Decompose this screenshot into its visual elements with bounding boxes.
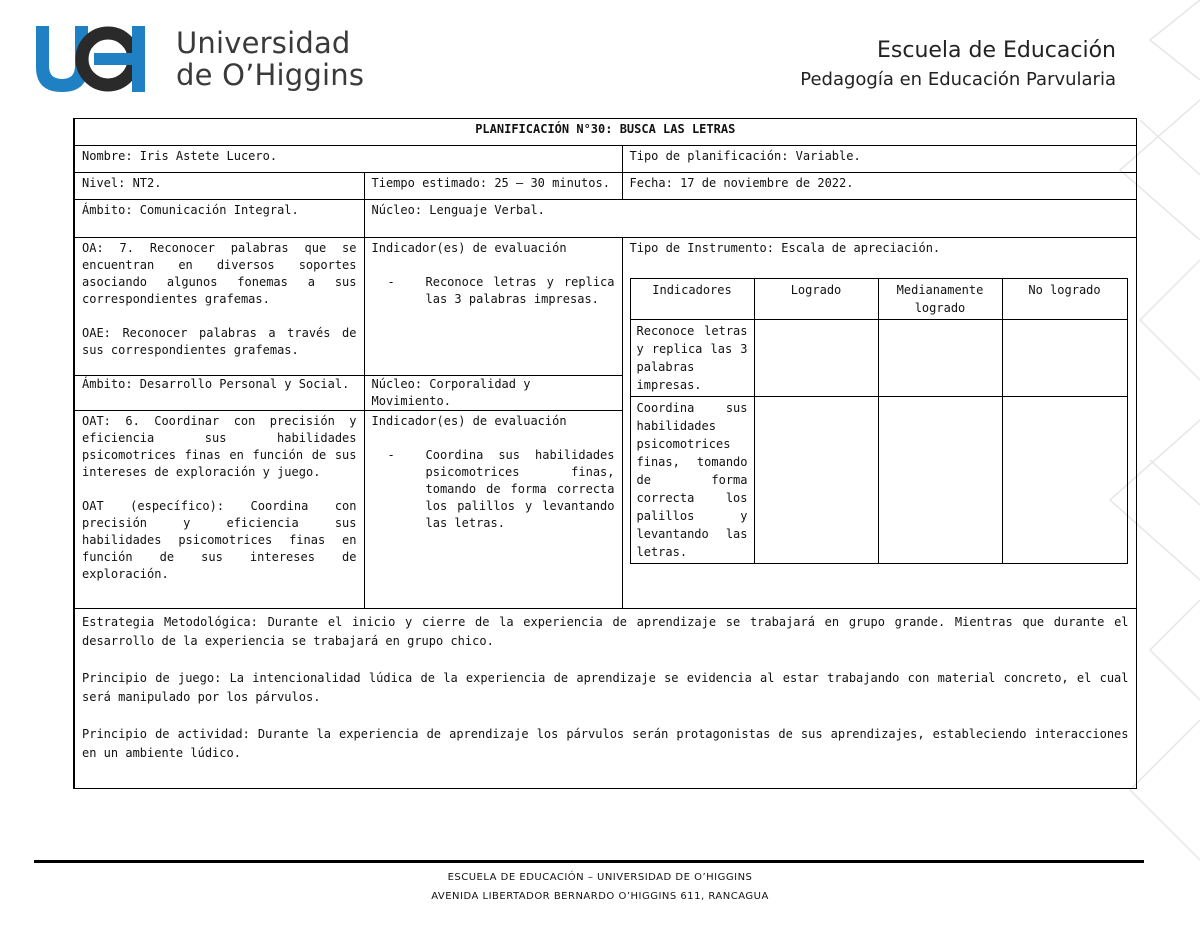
eval-cell bbox=[754, 320, 878, 397]
footer-line-2: AVENIDA LIBERTADOR BERNARDO O’HIGGINS 611, RANCAGUA bbox=[431, 891, 769, 902]
eval-header-achieved: Logrado bbox=[754, 279, 878, 320]
strategy-cell bbox=[74, 609, 1136, 789]
logo-line-2: de O’Higgins bbox=[176, 58, 365, 92]
level: Nivel: NT2. bbox=[74, 173, 364, 200]
oat-text: OAT: 6. Coordinar con precisión y eficiencia sus habilidades psicomotrices finas en función de sus intereses de exploración y juego. bbox=[82, 414, 357, 479]
eval-cell bbox=[1002, 397, 1127, 564]
indicator-label-1: Indicador(es) de evaluación bbox=[371, 241, 567, 255]
dash-marker: - bbox=[387, 448, 395, 462]
nucleo-1: Núcleo: Lenguaje Verbal. bbox=[364, 200, 1136, 238]
play-principle: Principio de juego: La intencionalidad lúdica de la experiencia de aprendizaje se evidencia al estar trabajando con material concreto, el cual será manipulado por los párvulos. bbox=[82, 671, 1129, 704]
school-name: Escuela de Educación bbox=[876, 38, 1116, 63]
oa-cell bbox=[74, 238, 364, 376]
nucleo-2: Núcleo: Corporalidad y Movimiento. bbox=[364, 376, 622, 411]
uoh-logo-icon bbox=[34, 24, 162, 94]
plan-title: PLANIFICACIÓN N°30: BUSCA LAS LETRAS bbox=[74, 119, 1136, 146]
indicator-label-2: Indicador(es) de evaluación bbox=[371, 414, 567, 428]
activity-principle: Principio de actividad: Durante la experiencia de aprendizaje los párvulos serán protagonistas de sus aprendizajes, estableciendo interacciones en un ambiente lúdico. bbox=[82, 727, 1129, 760]
eval-header-partial: Medianamente logrado bbox=[878, 279, 1002, 320]
footer-divider bbox=[34, 860, 1144, 863]
eval-header-not-achieved: No logrado bbox=[1002, 279, 1127, 320]
eval-row-indicator-1: Reconoce letras y replica las 3 palabras impresas. bbox=[630, 320, 754, 397]
eval-cell bbox=[878, 320, 1002, 397]
logo-line-1: Universidad bbox=[176, 26, 351, 60]
date: Fecha: 17 de noviembre de 2022. bbox=[622, 173, 1136, 200]
university-logo bbox=[34, 24, 364, 94]
planning-type: Tipo de planificación: Variable. bbox=[622, 146, 1136, 173]
ambito-2: Ámbito: Desarrollo Personal y Social. bbox=[74, 376, 364, 411]
oat-specific-text: OAT (específico): Coordina con precisión y eficiencia sus habilidades psicomotrices finas en función de sus intereses de exploración. bbox=[82, 499, 357, 581]
indicator-2: Coordina sus habilidades psicomotrices finas, tomando de forma correcta los palillos y levantando las letras. bbox=[425, 448, 615, 530]
ambito-1: Ámbito: Comunicación Integral. bbox=[74, 200, 364, 238]
indicator-cell-2 bbox=[364, 411, 622, 609]
page-footer bbox=[0, 868, 1200, 906]
methodological-strategy: Estrategia Metodológica: Durante el inicio y cierre de la experiencia de aprendizaje se trabajará en grupo grande. Mientras que durante el desarrollo de la experiencia se trabajará en grupo chico. bbox=[82, 615, 1129, 648]
eval-cell bbox=[754, 397, 878, 564]
instrument-type: Tipo de Instrumento: Escala de apreciación. bbox=[629, 241, 941, 255]
eval-cell bbox=[1002, 320, 1127, 397]
eval-cell bbox=[878, 397, 1002, 564]
indicator-1: Reconoce letras y replica las 3 palabras impresas. bbox=[425, 275, 615, 306]
program-name: Pedagogía en Educación Parvularia bbox=[800, 69, 1116, 90]
eval-header-indicators: Indicadores bbox=[630, 279, 754, 320]
eval-row-indicator-2: Coordina sus habilidades psicomotrices finas, tomando de forma correcta los palillos y levantando las letras. bbox=[630, 397, 754, 564]
oat-cell bbox=[74, 411, 364, 609]
oa-text: OA: 7. Reconocer palabras que se encuentran en diversos soportes asociando algunos fonemas a sus correspondientes grafemas. bbox=[82, 241, 357, 306]
page-header bbox=[0, 0, 1200, 115]
instrument-cell bbox=[622, 238, 1136, 609]
estimated-time: Tiempo estimado: 25 – 30 minutos. bbox=[364, 173, 622, 200]
student-name: Nombre: Iris Astete Lucero. bbox=[74, 146, 622, 173]
indicator-cell-1 bbox=[364, 238, 622, 376]
evaluation-scale-table bbox=[630, 278, 1128, 564]
dash-marker: - bbox=[387, 275, 395, 289]
footer-line-1: ESCUELA DE EDUCACIÓN – UNIVERSIDAD DE O’HIGGINS bbox=[447, 872, 753, 883]
planning-table bbox=[73, 118, 1137, 789]
oae-text: OAE: Reconocer palabras a través de sus correspondientes grafemas. bbox=[82, 326, 357, 357]
